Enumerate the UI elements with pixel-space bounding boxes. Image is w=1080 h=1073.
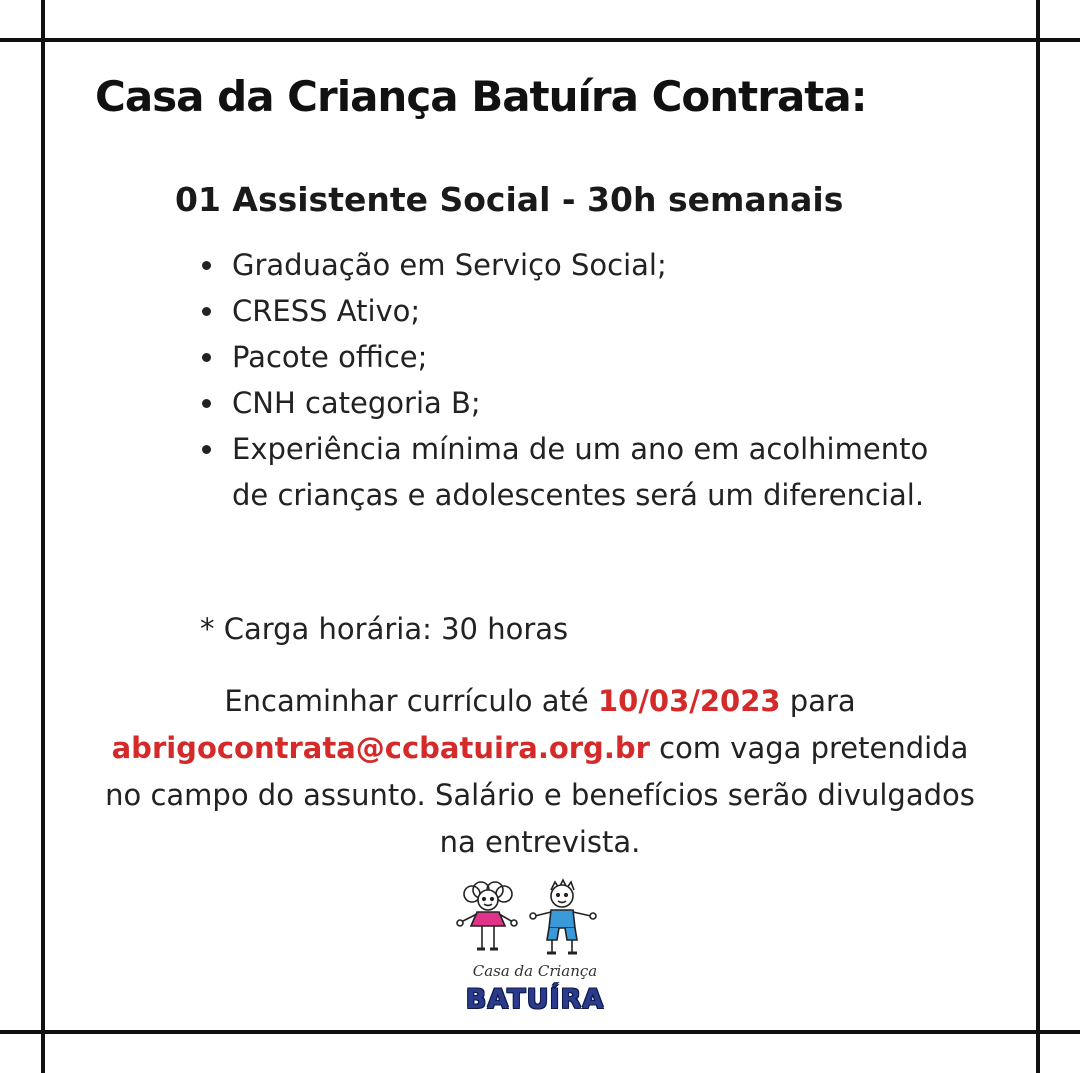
frame-top-line (0, 38, 1080, 42)
logo-script-text: Casa da Criança (472, 962, 598, 980)
position-heading: 01 Assistente Social - 30h semanais (175, 180, 844, 219)
page-title: Casa da Criança Batuíra Contrata: (95, 72, 867, 121)
girl-figure-icon (457, 882, 517, 949)
list-item: Pacote office; (200, 334, 940, 380)
boy-figure-icon (530, 880, 596, 953)
contact-mid: para (780, 684, 856, 718)
frame-right-line (1036, 0, 1040, 1073)
batuira-logo (455, 878, 615, 1028)
list-item: CRESS Ativo; (200, 288, 940, 334)
requirements-list (200, 242, 940, 518)
logo-wordmark: BATUÍRA (465, 984, 605, 1015)
contact-suffix: com vaga pretendida no campo do assunto. Salário e benefícios serão divulgados na entrevista. (105, 731, 975, 859)
children-illustration-icon (455, 878, 615, 964)
list-item: CNH categoria B; (200, 380, 940, 426)
frame-bottom-line (0, 1030, 1080, 1034)
workload-note: * Carga horária: 30 horas (200, 612, 569, 646)
email-link[interactable]: abrigocontrata@ccbatuira.org.br (111, 731, 650, 765)
list-item: Experiência mínima de um ano em acolhimento de crianças e adolescentes será um diferencial. (200, 426, 940, 518)
deadline-date: 10/03/2023 (597, 684, 781, 718)
list-item: Graduação em Serviço Social; (200, 242, 940, 288)
contact-prefix: Encaminhar currículo até (224, 684, 598, 718)
contact-instructions (100, 678, 980, 866)
frame-left-line (41, 0, 45, 1073)
